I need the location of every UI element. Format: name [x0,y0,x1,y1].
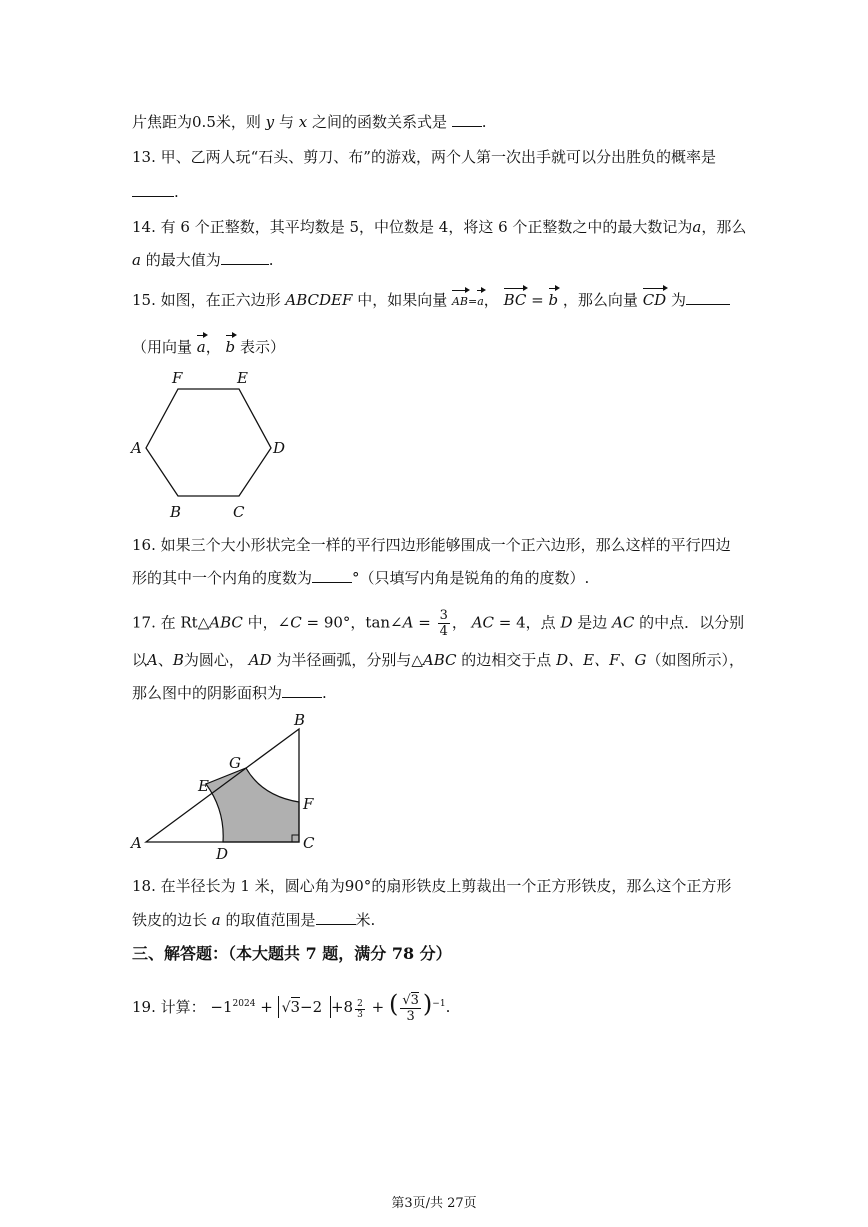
q15-line1 [132,290,730,312]
q12-tail [132,112,487,132]
angle: 90° [344,877,372,895]
triangle-name: ABC [209,613,243,632]
label-b: B [294,711,306,729]
answer-blank[interactable] [452,112,482,127]
label-g: G [229,754,241,772]
text: 米. [355,911,376,929]
denominator: 3 [357,1010,363,1020]
text: 片焦距为 [132,113,193,131]
text: −2 [300,998,323,1016]
text: ， [451,613,467,632]
text: 的边相交于点 [461,651,552,669]
label-c: C [233,503,245,521]
text: 为 [671,291,687,309]
q14-line2 [132,250,274,270]
text: = [418,613,431,632]
numerator [400,993,421,1009]
var-a: a [132,251,141,269]
paren-close: ) [422,990,433,1018]
hexagon-shape [146,389,271,496]
radicand: 3 [290,998,301,1016]
text: 铁皮的边长 [132,911,208,929]
absolute-value [278,996,331,1018]
text: = [531,291,544,309]
denominator: 3 [406,1008,415,1024]
text: . [268,251,274,269]
text: 表示） [239,338,285,356]
numerator: 3 [439,608,448,623]
text: 为圆心， [183,651,244,669]
var: AC [471,613,494,632]
q16-line1: 16. 如果三个大小形状完全一样的平行四边形能够围成一个正六边形，那么这样的平行四边 [132,536,731,554]
var: C [290,613,302,632]
var: AC [612,613,635,632]
text: 以 [132,651,148,669]
term: +8 [330,998,354,1016]
q13-line1: 13. 甲、乙两人玩“石头、剪刀、布”的游戏，两个人第一次出手就可以分出胜负的概率是 [132,148,716,166]
text: （如图所示）， [646,651,744,669]
q13-line2 [132,182,179,202]
text: + [260,998,273,1016]
vector-a: a [477,292,484,312]
text: 17. 在 Rt△ [132,613,210,632]
q18-line2 [132,910,375,930]
var: D [560,613,573,632]
var-a: a [211,911,221,929]
hexagon-figure [126,366,296,526]
label-c: C [303,834,315,852]
label-b: B [170,503,182,521]
text: 的取值范围是 [225,911,316,929]
q14-line1 [132,217,746,237]
text: 、 [157,651,173,669]
numerator: 2 [357,999,363,1009]
label-d: D [273,439,286,457]
text: 是边 [577,613,608,632]
text: 形的其中一个内角的度数为 [132,569,313,587]
paren-open: ( [388,990,399,1018]
text: 的扇形铁皮上剪裁出一个正方形铁皮，那么这个正方形 [371,877,732,895]
text: 15. 如图，在正六边形 [132,291,281,309]
triangle-name: ABC [422,651,457,669]
text: 为半径画弧，分别与△ [276,651,423,669]
vector-b: b [548,291,559,309]
text: ， [483,291,499,309]
text: 与 [278,113,294,131]
q19-line [132,990,450,1024]
exponent: 2024 [232,999,256,1009]
answer-blank[interactable] [221,250,269,265]
vector-bc: BC [503,291,527,309]
text: 米，则 [215,113,261,131]
q17-line1 [132,608,744,639]
page-footer: 第3页/共 27页 [391,1196,477,1211]
vector-ab: AB [452,292,468,312]
var-a: a [692,218,702,236]
label-f: F [172,369,183,387]
text: 中，如果向量 [357,291,448,309]
denominator: 4 [439,624,448,639]
vector-b: b [225,338,236,356]
sqrt-sign: √ [402,992,411,1008]
text: 19. 计算： [132,998,206,1016]
answer-blank[interactable] [132,182,174,197]
text: 那么图中的阴影面积为 [132,684,283,702]
label-a: A [131,439,142,457]
text: . [174,183,179,201]
text: ，那么 [701,218,747,236]
vector-a: a [196,338,206,356]
text: 的中点．以分别 [639,613,745,632]
var: AD [248,651,272,669]
text: （用向量 [132,338,193,356]
text: 中，∠ [247,613,291,632]
text: . [322,684,327,702]
var: B [172,651,184,669]
answer-blank[interactable] [312,568,352,583]
label-f: F [303,795,314,813]
text: + [371,998,385,1016]
text: = [468,295,478,308]
label-d: D [216,845,229,863]
answer-blank[interactable] [282,683,322,698]
var: A [147,651,158,669]
q18-line1 [132,876,731,896]
term: −1 [210,998,233,1016]
text: = 4，点 [498,613,556,632]
exponent: −1 [432,999,446,1009]
q17-line2 [132,650,744,670]
q17-line3 [132,683,327,703]
text: = 90°，tan∠ [306,613,403,632]
sqrt-sign: √ [281,1000,291,1016]
shaded-region [206,768,299,842]
text: 之间的函数关系式是 [311,113,447,131]
radicand: 3 [410,992,419,1008]
text: ，那么向量 [562,291,638,309]
answer-blank[interactable] [316,910,356,925]
var-x: x [298,113,308,131]
q16-line2 [132,568,589,588]
shape-name: ABCDEF [285,291,353,309]
answer-blank[interactable] [686,290,730,305]
fraction-3-4 [438,608,450,639]
text: ， [205,338,221,356]
triangle-figure [126,706,326,866]
label-e: E [198,777,209,795]
text: 的最大值为 [145,251,221,269]
points: D、E、F、G [556,651,647,669]
sqrt3-over-3 [400,993,421,1024]
text: 18. 在半径长为 1 米，圆心角为 [132,877,345,895]
text: . [445,998,451,1016]
vector-cd: CD [642,291,667,309]
var: A [402,613,414,632]
label-e: E [237,369,248,387]
label-a: A [131,834,142,852]
section-title: 三、解答题：（本大题共 7 题，满分 78 分） [132,944,452,963]
exponent-fraction [355,999,365,1020]
text: °（只填写内角是锐角的角的度数）. [352,569,590,587]
text: 14. 有 6 个正整数，其平均数是 5，中位数是 4，将这 6 个正整数之中的最大数记为 [132,218,693,236]
var-y: y [265,113,275,131]
value: 0.5 [192,113,216,131]
text: . [481,113,487,131]
q15-line2 [132,337,285,357]
